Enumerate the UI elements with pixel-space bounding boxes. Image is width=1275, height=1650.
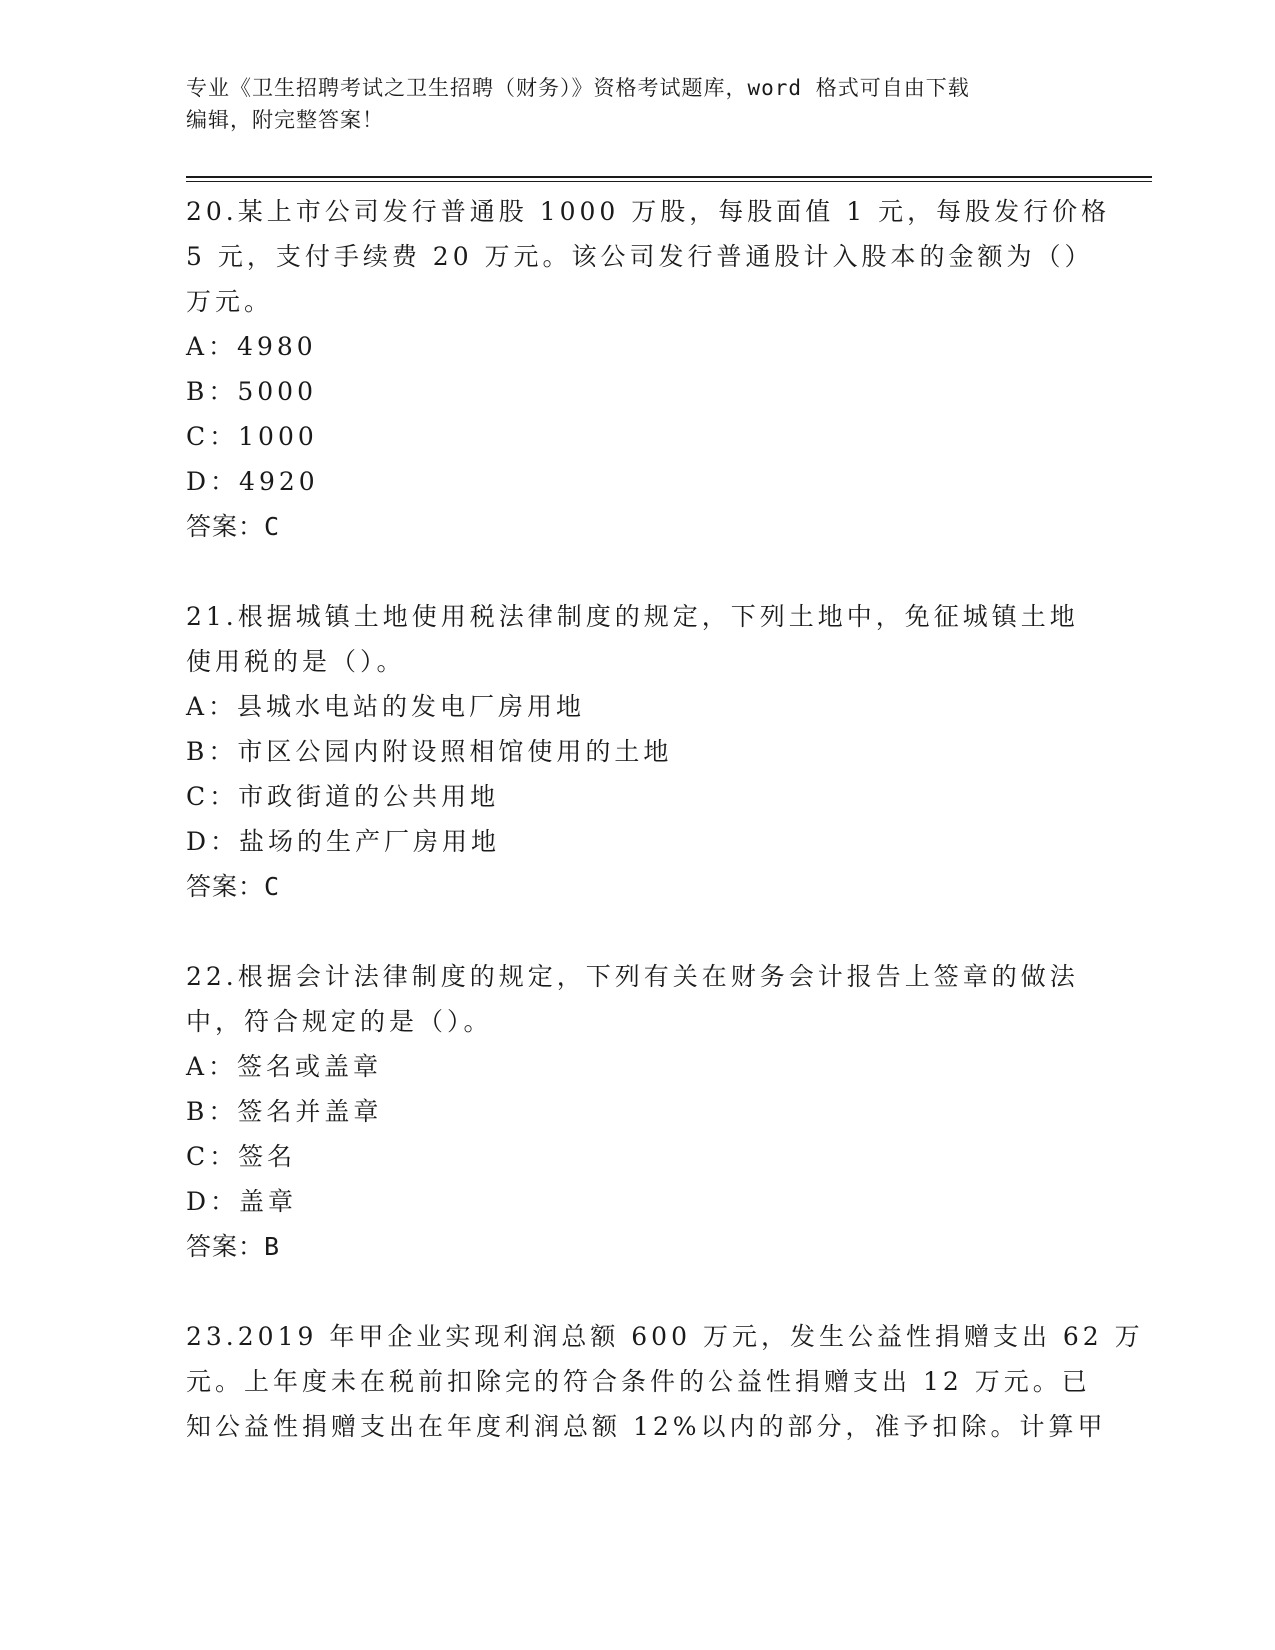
header-line-2: 编辑，附完整答案！ (186, 108, 384, 132)
question-text-line: 22.根据会计法律制度的规定，下列有关在财务会计报告上签章的做法 (186, 962, 1079, 991)
option-c: C：1000 (186, 422, 318, 451)
header-divider-thick (186, 176, 1152, 178)
spacer (186, 1269, 1086, 1314)
option-c: C：签名 (186, 1142, 297, 1171)
question-text-line: 中，符合规定的是（）。 (186, 1007, 493, 1036)
option-b: B：签名并盖章 (186, 1097, 383, 1126)
spacer (186, 549, 1086, 594)
option-d: D：盖章 (186, 1187, 298, 1216)
question-23 (186, 1314, 1144, 1449)
question-list (186, 189, 1144, 1449)
question-text-line: 知公益性捐赠支出在年度利润总额 12%以内的部分，准予扣除。计算甲 (186, 1412, 1107, 1441)
option-a: A：签名或盖章 (186, 1052, 383, 1081)
answer-line: 答案：C (186, 512, 281, 541)
option-d: D：4920 (186, 467, 319, 496)
question-22 (186, 954, 1086, 1269)
document-header (186, 72, 1066, 136)
option-c: C：市政街道的公共用地 (186, 782, 500, 811)
option-b: B：5000 (186, 377, 317, 406)
question-text-line: 使用税的是（）。 (186, 647, 406, 676)
question-text-line: 5 元，支付手续费 20 万元。该公司发行普通股计入股本的金额为（） (186, 242, 1094, 271)
question-20 (186, 189, 1111, 549)
option-a: A：县城水电站的发电厂房用地 (186, 692, 586, 721)
spacer (186, 909, 1086, 954)
header-divider-thin (186, 181, 1152, 182)
option-a: A：4980 (186, 332, 317, 361)
option-d: D：盐场的生产厂房用地 (186, 827, 501, 856)
option-b: B：市区公园内附设照相馆使用的土地 (186, 737, 673, 766)
question-text-line: 元。上年度未在税前扣除完的符合条件的公益性捐赠支出 12 万元。已 (186, 1367, 1091, 1396)
answer-line: 答案：B (186, 1232, 281, 1261)
question-text-line: 20.某上市公司发行普通股 1000 万股，每股面值 1 元，每股发行价格 (186, 197, 1111, 226)
answer-line: 答案：C (186, 872, 281, 901)
question-text-line: 万元。 (186, 287, 274, 316)
question-text-line: 23.2019 年甲企业实现利润总额 600 万元，发生公益性捐赠支出 62 万 (186, 1322, 1144, 1351)
question-21 (186, 594, 1086, 909)
question-text-line: 21.根据城镇土地使用税法律制度的规定，下列土地中，免征城镇土地 (186, 602, 1079, 631)
header-line-1: 专业《卫生招聘考试之卫生招聘（财务）》资格考试题库，word 格式可自由下载 (186, 76, 970, 100)
